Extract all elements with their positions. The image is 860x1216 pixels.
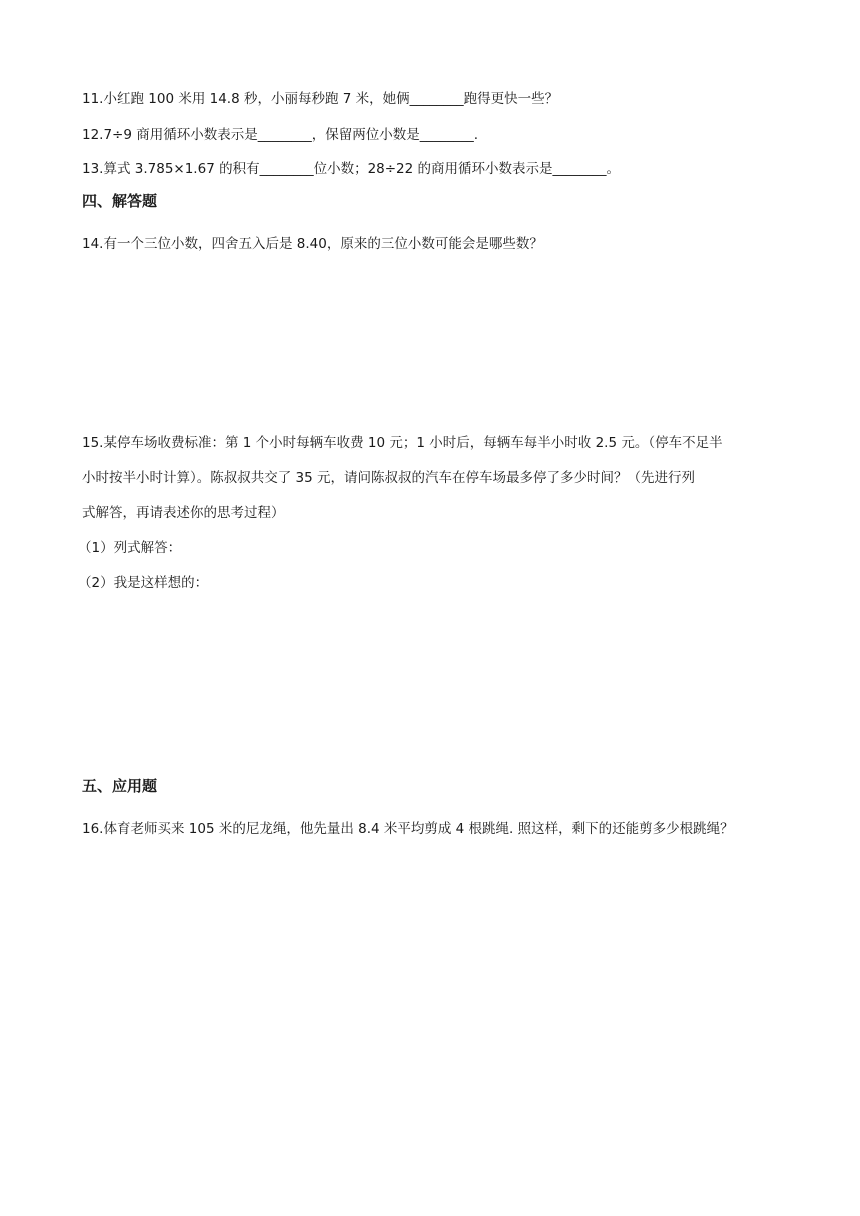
question-13: 13.算式 3.785×1.67 的积有________位小数；28÷22 的商用循环小数表示是________。 [82, 161, 621, 177]
section-4-heading: 四、解答题 [82, 192, 158, 210]
question-12: 12.7÷9 商用循环小数表示是________，保留两位小数是________. [82, 127, 479, 143]
question-15-line-1: 15.某停车场收费标准：第 1 个小时每辆车收费 10 元；1 小时后，每辆车每半小时收 2.5 元。（停车不足半 [82, 435, 723, 451]
question-15-part-2: （2）我是这样想的： [78, 575, 209, 591]
question-11: 11.小红跑 100 米用 14.8 秒，小丽每秒跑 7 米，她俩________跑得更快一些？ [82, 91, 559, 107]
question-16: 16.体育老师买来 105 米的尼龙绳，他先量出 8.4 米平均剪成 4 根跳绳. 照这样，剩下的还能剪多少根跳绳？ [82, 821, 734, 837]
question-15-line-2: 小时按半小时计算）。陈叔叔共交了 35 元，请问陈叔叔的汽车在停车场最多停了多少时间？（先进行列 [82, 470, 696, 486]
question-15-part-1: （1）列式解答： [78, 540, 182, 556]
section-5-heading: 五、应用题 [82, 777, 158, 795]
question-15-line-3: 式解答，再请表述你的思考过程） [82, 505, 285, 521]
question-14: 14.有一个三位小数，四舍五入后是 8.40，原来的三位小数可能会是哪些数？ [82, 236, 543, 252]
